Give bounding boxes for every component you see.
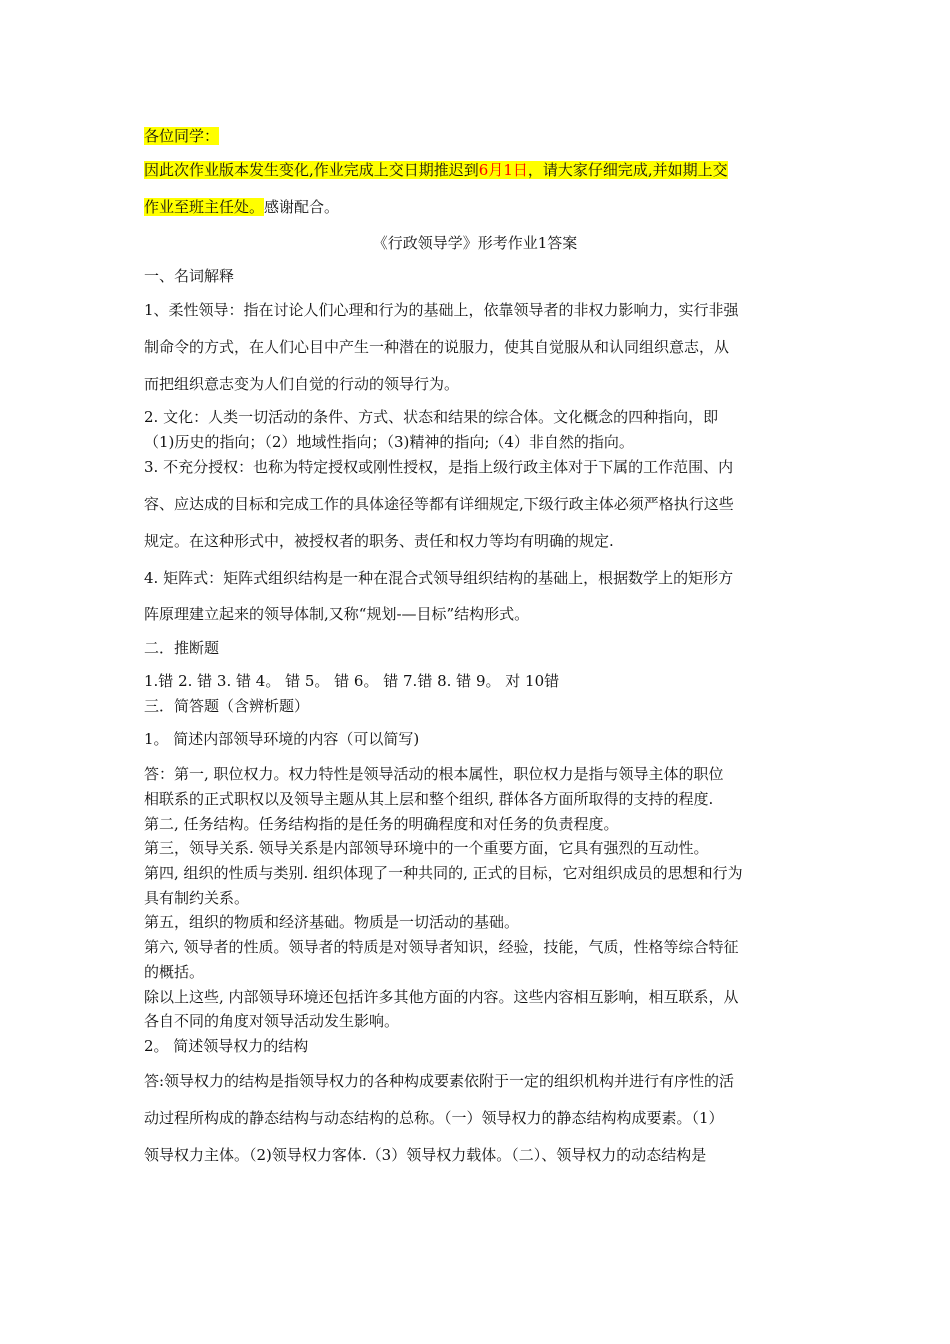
section1-line: 规定。在这种形式中，被授权者的职务、责任和权力等均有明确的规定.: [144, 532, 614, 550]
section1-line: 制命令的方式，在人们心目中产生一种潜在的说服力，使其自觉服从和认同组织意志，从: [144, 338, 730, 356]
notice-text-3: 作业至班主任处。: [144, 198, 265, 216]
notice-line-1: [144, 160, 728, 180]
section1-line: 1、柔性领导：指在讨论人们心理和行为的基础上，依靠领导者的非权力影响力，实行非强: [144, 301, 739, 319]
question-2: 2。 简述领导权力的结构: [144, 1037, 309, 1055]
section1-heading: 一、名词解释: [144, 267, 235, 285]
notice-date: 6月1日: [478, 161, 528, 179]
section2-heading: 二．推断题: [144, 639, 220, 657]
notice-text-2: ，请大家仔细完成,并如期上交: [527, 161, 728, 179]
answer-2-line: 答:领导权力的结构是指领导权力的各种构成要素依附于一定的组织机构并进行有序性的活: [144, 1072, 735, 1090]
section1-line: 4. 矩阵式：矩阵式组织结构是一种在混合式领导组织结构的基础上，根据数学上的矩形方: [144, 569, 734, 587]
answer-1-line: 第四, 组织的性质与类别. 组织体现了一种共同的, 正式的目标，它对组织成员的思想和行为: [144, 864, 743, 882]
answer-1-line: 相联系的正式职权以及领导主题从其上层和整个组织, 群体各方面所取得的支持的程度.: [144, 790, 714, 808]
greeting-text: 各位同学：: [144, 127, 220, 145]
section1-line: 3. 不充分授权：也称为特定授权或刚性授权，是指上级行政主体对于下属的工作范围、内: [144, 458, 734, 476]
section3-heading: 三．简答题（含辨析题）: [144, 697, 310, 715]
answer-1-line: 第二, 任务结构。任务结构指的是任务的明确程度和对任务的负责程度。: [144, 815, 619, 833]
notice-greeting: [144, 126, 219, 146]
section1-line: 阵原理建立起来的领导体制,又称“规划-—目标”结构形式。: [144, 605, 530, 623]
answer-1-line: 除以上这些, 内部领导环境还包括许多其他方面的内容。这些内容相互影响，相互联系，从: [144, 988, 739, 1006]
answer-1-line: 答：第一, 职位权力。权力特性是领导活动的根本属性，职位权力是指与领导主体的职位: [144, 765, 724, 783]
answer-1-line: 第三，领导关系. 领导关系是内部领导环境中的一个重要方面，它具有强烈的互动性。: [144, 839, 709, 857]
question-1: 1。 简述内部领导环境的内容（可以简写): [144, 730, 420, 748]
answer-2-line: 动过程所构成的静态结构与动态结构的总称。（一）领导权力的静态结构构成要素。（1）: [144, 1109, 724, 1127]
notice-text-4: 感谢配合。: [264, 198, 340, 216]
section1-line: （1)历史的指向；（2）地域性指向；（3)精神的指向;（4）非自然的指向。: [144, 433, 634, 451]
answer-1-line: 具有制约关系。: [144, 889, 250, 907]
section1-line: 2. 文化：人类一切活动的条件、方式、状态和结果的综合体。文化概念的四种指向，即: [144, 408, 719, 426]
section1-line: 而把组织意志变为人们自觉的行动的领导行为。: [144, 375, 460, 393]
answer-1-line: 第五，组织的物质和经济基础。物质是一切活动的基础。: [144, 913, 520, 931]
document-title: 《行政领导学》形考作业1答案: [372, 234, 578, 252]
answer-1-line: 第六, 领导者的性质。领导者的特质是对领导者知识，经验，技能，气质，性格等综合特征: [144, 938, 739, 956]
answer-1-line: 各自不同的角度对领导活动发生影响。: [144, 1012, 400, 1030]
notice-text-1: 因此次作业版本发生变化,作业完成上交日期推迟到: [144, 161, 479, 179]
section1-line: 容、应达成的目标和完成工作的具体途径等都有详细规定,下级行政主体必须严格执行这些: [144, 495, 734, 513]
answer-2-line: 领导权力主体。（2)领导权力客体.（3）领导权力载体。（二）、领导权力的动态结构是: [144, 1146, 707, 1164]
section2-answers: 1.错 2. 错 3. 错 4。 错 5。 错 6。 错 7.错 8. 错 9。 对 10错: [144, 672, 560, 690]
notice-line-2: [144, 197, 339, 217]
answer-1-line: 的概括。: [144, 963, 205, 981]
